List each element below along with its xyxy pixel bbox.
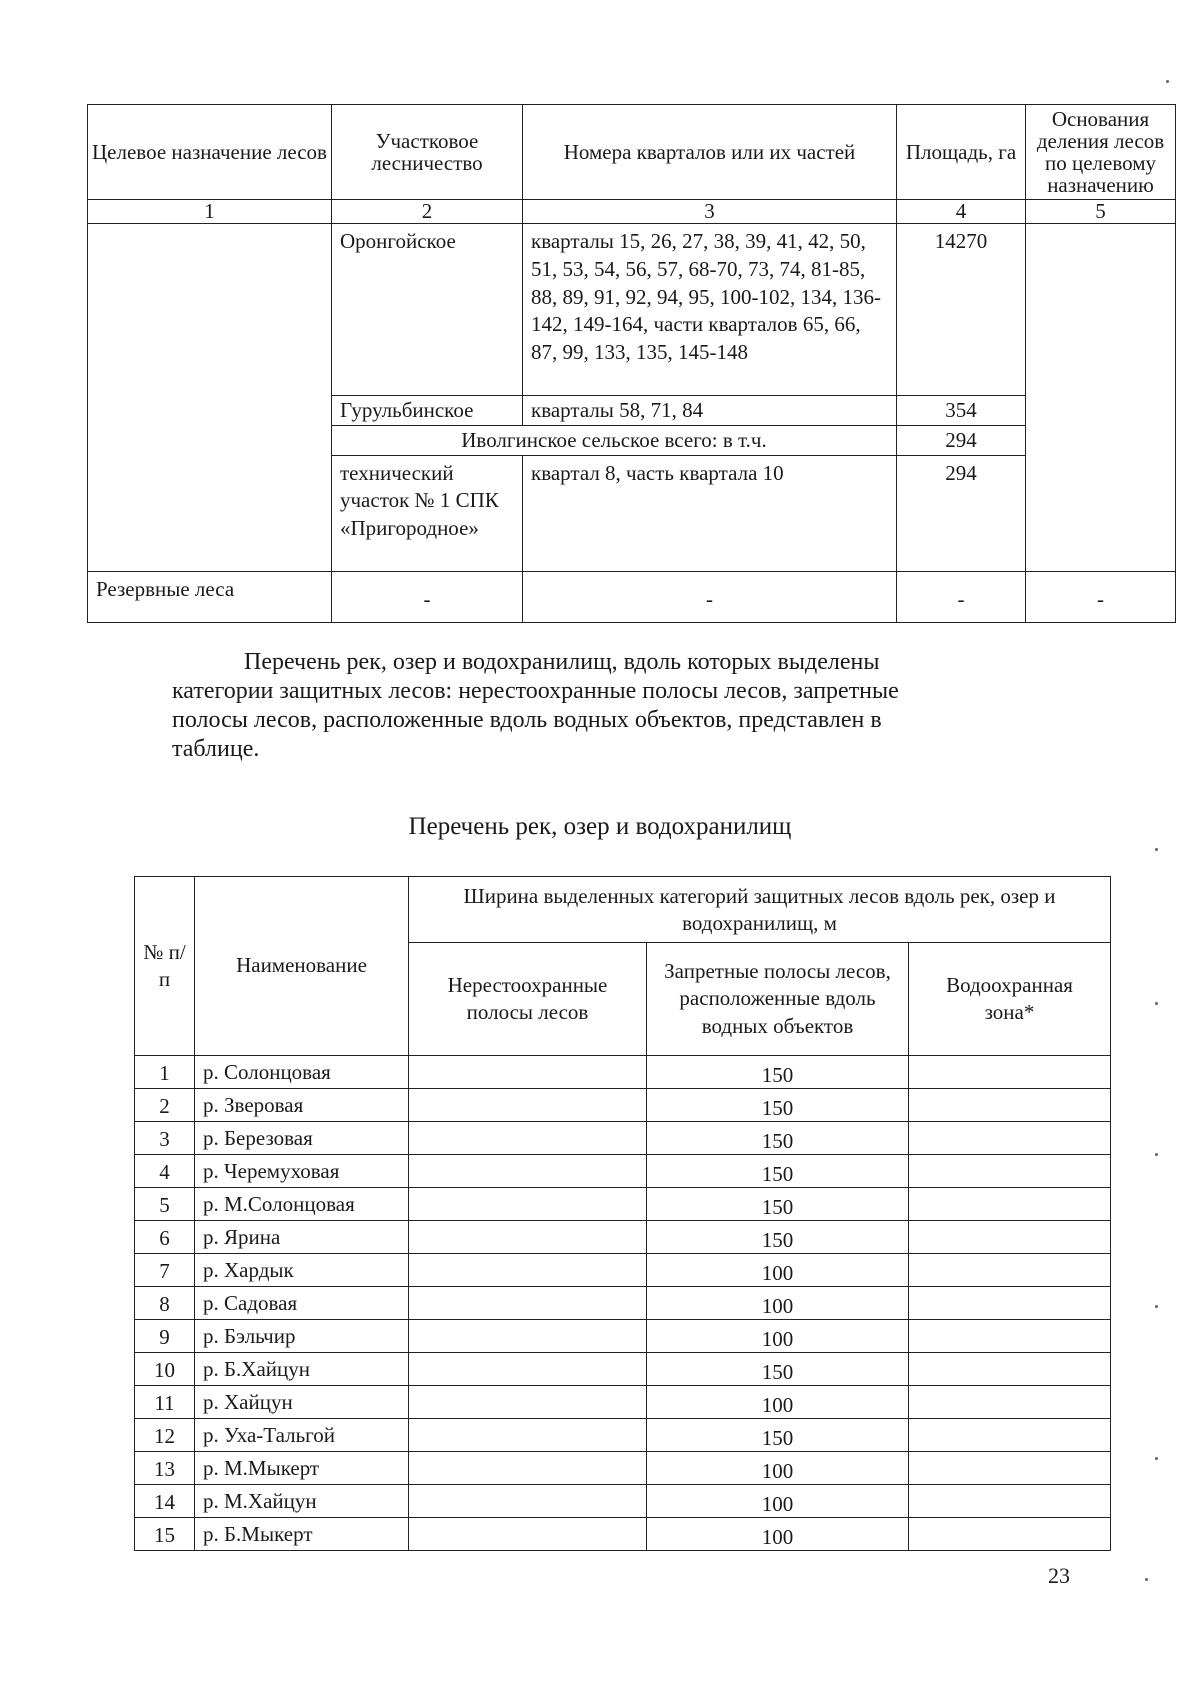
river-name: р. М.Хайцун <box>195 1485 409 1518</box>
river-name: р. Б.Хайцун <box>195 1353 409 1386</box>
prohibited-value: 150 <box>647 1122 909 1155</box>
spawning-value <box>409 1320 647 1353</box>
header-number: № п/п <box>135 877 195 1056</box>
spawning-value <box>409 1353 647 1386</box>
river-name: р. Черемуховая <box>195 1155 409 1188</box>
header-prohibited: Запретные полосы лесов, расположенные вдоль водных объектов <box>647 943 909 1056</box>
water-protection-value <box>909 1518 1111 1551</box>
paragraph-line: полосы лесов, расположенные вдоль водных объектов, представлен в <box>172 707 882 733</box>
prohibited-value: 150 <box>647 1056 909 1089</box>
row-number: 4 <box>135 1155 195 1188</box>
water-protection-value <box>909 1221 1111 1254</box>
water-protection-value <box>909 1386 1111 1419</box>
spawning-value <box>409 1419 647 1452</box>
reserve-purpose-cell: Резервные леса <box>88 571 332 622</box>
row-number: 8 <box>135 1287 195 1320</box>
subtotal-area: 294 <box>897 425 1026 455</box>
table-row <box>135 1419 1111 1452</box>
basis-cell-empty <box>1026 224 1176 571</box>
rivers-table <box>134 876 1111 1551</box>
header-quarters: Номера кварталов или их частей <box>523 105 897 200</box>
paragraph-line: таблице. <box>172 736 260 762</box>
column-number: 5 <box>1026 200 1176 224</box>
area-cell: 354 <box>897 396 1026 426</box>
row-number: 9 <box>135 1320 195 1353</box>
river-name: р. Хайцун <box>195 1386 409 1419</box>
river-name: р. Березовая <box>195 1122 409 1155</box>
river-name: р. М.Мыкерт <box>195 1452 409 1485</box>
river-name: р. Б.Мыкерт <box>195 1518 409 1551</box>
water-protection-value <box>909 1452 1111 1485</box>
prohibited-value: 150 <box>647 1155 909 1188</box>
header-name: Наименование <box>195 877 409 1056</box>
paragraph-line: Перечень рек, озер и водохранилищ, вдоль которых выделены <box>244 649 880 675</box>
prohibited-value: 100 <box>647 1518 909 1551</box>
table-row <box>135 1452 1111 1485</box>
header-area: Площадь, га <box>897 105 1026 200</box>
purpose-cell-empty <box>88 224 332 571</box>
river-name: р. Зверовая <box>195 1089 409 1122</box>
reserve-row <box>88 571 1176 622</box>
district-cell: Гурульбинское <box>332 396 523 426</box>
water-protection-value <box>909 1287 1111 1320</box>
header-width-group: Ширина выделенных категорий защитных лесов вдоль рек, озер и водохранилищ, м <box>409 877 1111 943</box>
scan-speck <box>1155 1153 1158 1156</box>
spawning-value <box>409 1485 647 1518</box>
district-cell: Оронгойское <box>332 224 523 396</box>
prohibited-value: 150 <box>647 1089 909 1122</box>
table-row <box>135 1122 1111 1155</box>
table-row <box>135 1353 1111 1386</box>
scan-speck <box>1155 1002 1158 1005</box>
header-purpose: Целевое назначение лесов <box>88 105 332 200</box>
row-number: 13 <box>135 1452 195 1485</box>
prohibited-value: 100 <box>647 1386 909 1419</box>
river-name: р. М.Солонцовая <box>195 1188 409 1221</box>
table-header-row <box>135 877 1111 943</box>
area-cell: 294 <box>897 455 1026 571</box>
water-protection-value <box>909 1320 1111 1353</box>
water-protection-value <box>909 1155 1111 1188</box>
scan-speck <box>1155 1457 1158 1460</box>
water-protection-value <box>909 1056 1111 1089</box>
table-row <box>135 1155 1111 1188</box>
prohibited-value: 150 <box>647 1419 909 1452</box>
prohibited-value: 100 <box>647 1287 909 1320</box>
river-rows <box>135 1056 1111 1551</box>
spawning-value <box>409 1254 647 1287</box>
water-protection-value <box>909 1122 1111 1155</box>
row-number: 2 <box>135 1089 195 1122</box>
spawning-value <box>409 1287 647 1320</box>
table-row <box>135 1386 1111 1419</box>
table-row <box>135 1485 1111 1518</box>
table-row <box>135 1254 1111 1287</box>
row-number: 1 <box>135 1056 195 1089</box>
river-name: р. Бэльчир <box>195 1320 409 1353</box>
table-row <box>135 1320 1111 1353</box>
row-number: 15 <box>135 1518 195 1551</box>
header-water-protection: Водоохранная зона* <box>909 943 1111 1056</box>
scan-speck <box>1145 1578 1148 1581</box>
row-number: 10 <box>135 1353 195 1386</box>
quarters-cell: кварталы 15, 26, 27, 38, 39, 41, 42, 50, 51, 53, 54, 56, 57, 68-70, 73, 74, 81-85, 88, 89, 91, 92, 94, 95, 100-102, 134, 136-142, 149-164, части кварталов 65, 66, 87, 99, 133, 135, 145-148 <box>523 224 897 396</box>
dash-cell: - <box>332 571 523 622</box>
table-row <box>135 1056 1111 1089</box>
prohibited-value: 150 <box>647 1221 909 1254</box>
row-number: 3 <box>135 1122 195 1155</box>
quarters-cell: квартал 8, часть квартала 10 <box>523 455 897 571</box>
spawning-value <box>409 1452 647 1485</box>
district-cell: технический участок № 1 СПК «Пригородное» <box>332 455 523 571</box>
table-row <box>135 1221 1111 1254</box>
table-row <box>135 1287 1111 1320</box>
spawning-value <box>409 1122 647 1155</box>
water-protection-value <box>909 1254 1111 1287</box>
dash-cell: - <box>523 571 897 622</box>
water-protection-value <box>909 1188 1111 1221</box>
river-name: р. Садовая <box>195 1287 409 1320</box>
prohibited-value: 150 <box>647 1188 909 1221</box>
water-protection-value <box>909 1353 1111 1386</box>
prohibited-value: 100 <box>647 1452 909 1485</box>
row-number: 11 <box>135 1386 195 1419</box>
forest-purpose-table <box>87 104 1176 623</box>
river-name: р. Ярина <box>195 1221 409 1254</box>
column-number: 4 <box>897 200 1026 224</box>
scan-speck <box>1166 80 1169 83</box>
row-number: 14 <box>135 1485 195 1518</box>
river-name: р. Солонцовая <box>195 1056 409 1089</box>
prohibited-value: 100 <box>647 1320 909 1353</box>
scan-speck <box>1155 848 1158 851</box>
column-number-row <box>88 200 1176 224</box>
water-protection-value <box>909 1089 1111 1122</box>
water-protection-value <box>909 1485 1111 1518</box>
spawning-value <box>409 1221 647 1254</box>
dash-cell: - <box>1026 571 1176 622</box>
row-number: 6 <box>135 1221 195 1254</box>
table-header-row <box>88 105 1176 200</box>
river-name: р. Хардык <box>195 1254 409 1287</box>
column-number: 3 <box>523 200 897 224</box>
spawning-value <box>409 1155 647 1188</box>
table-row <box>135 1089 1111 1122</box>
table-row <box>135 1518 1111 1551</box>
row-number: 12 <box>135 1419 195 1452</box>
header-spawning: Нерестоохранные полосы лесов <box>409 943 647 1056</box>
area-cell: 14270 <box>897 224 1026 396</box>
table-row <box>88 224 1176 396</box>
row-number: 7 <box>135 1254 195 1287</box>
column-number: 2 <box>332 200 523 224</box>
rivers-paragraph <box>172 648 1090 764</box>
table-row <box>135 1188 1111 1221</box>
spawning-value <box>409 1089 647 1122</box>
page-number: 23 <box>1048 1563 1070 1588</box>
spawning-value <box>409 1518 647 1551</box>
prohibited-value: 100 <box>647 1254 909 1287</box>
spawning-value <box>409 1056 647 1089</box>
prohibited-value: 100 <box>647 1485 909 1518</box>
river-name: р. Уха-Тальгой <box>195 1419 409 1452</box>
quarters-cell: кварталы 58, 71, 84 <box>523 396 897 426</box>
spawning-value <box>409 1188 647 1221</box>
spawning-value <box>409 1386 647 1419</box>
rivers-table-title: Перечень рек, озер и водохранилищ <box>408 813 792 840</box>
prohibited-value: 150 <box>647 1353 909 1386</box>
scan-speck <box>1155 1305 1158 1308</box>
dash-cell: - <box>897 571 1026 622</box>
subtotal-label: Иволгинское сельское всего: в т.ч. <box>332 425 897 455</box>
header-district: Участковое лесничество <box>332 105 523 200</box>
header-basis: Основания деления лесов по целевому назначению <box>1026 105 1176 200</box>
paragraph-line: категории защитных лесов: нерестоохранные полосы лесов, запретные <box>172 678 899 704</box>
row-number: 5 <box>135 1188 195 1221</box>
column-number: 1 <box>88 200 332 224</box>
water-protection-value <box>909 1419 1111 1452</box>
